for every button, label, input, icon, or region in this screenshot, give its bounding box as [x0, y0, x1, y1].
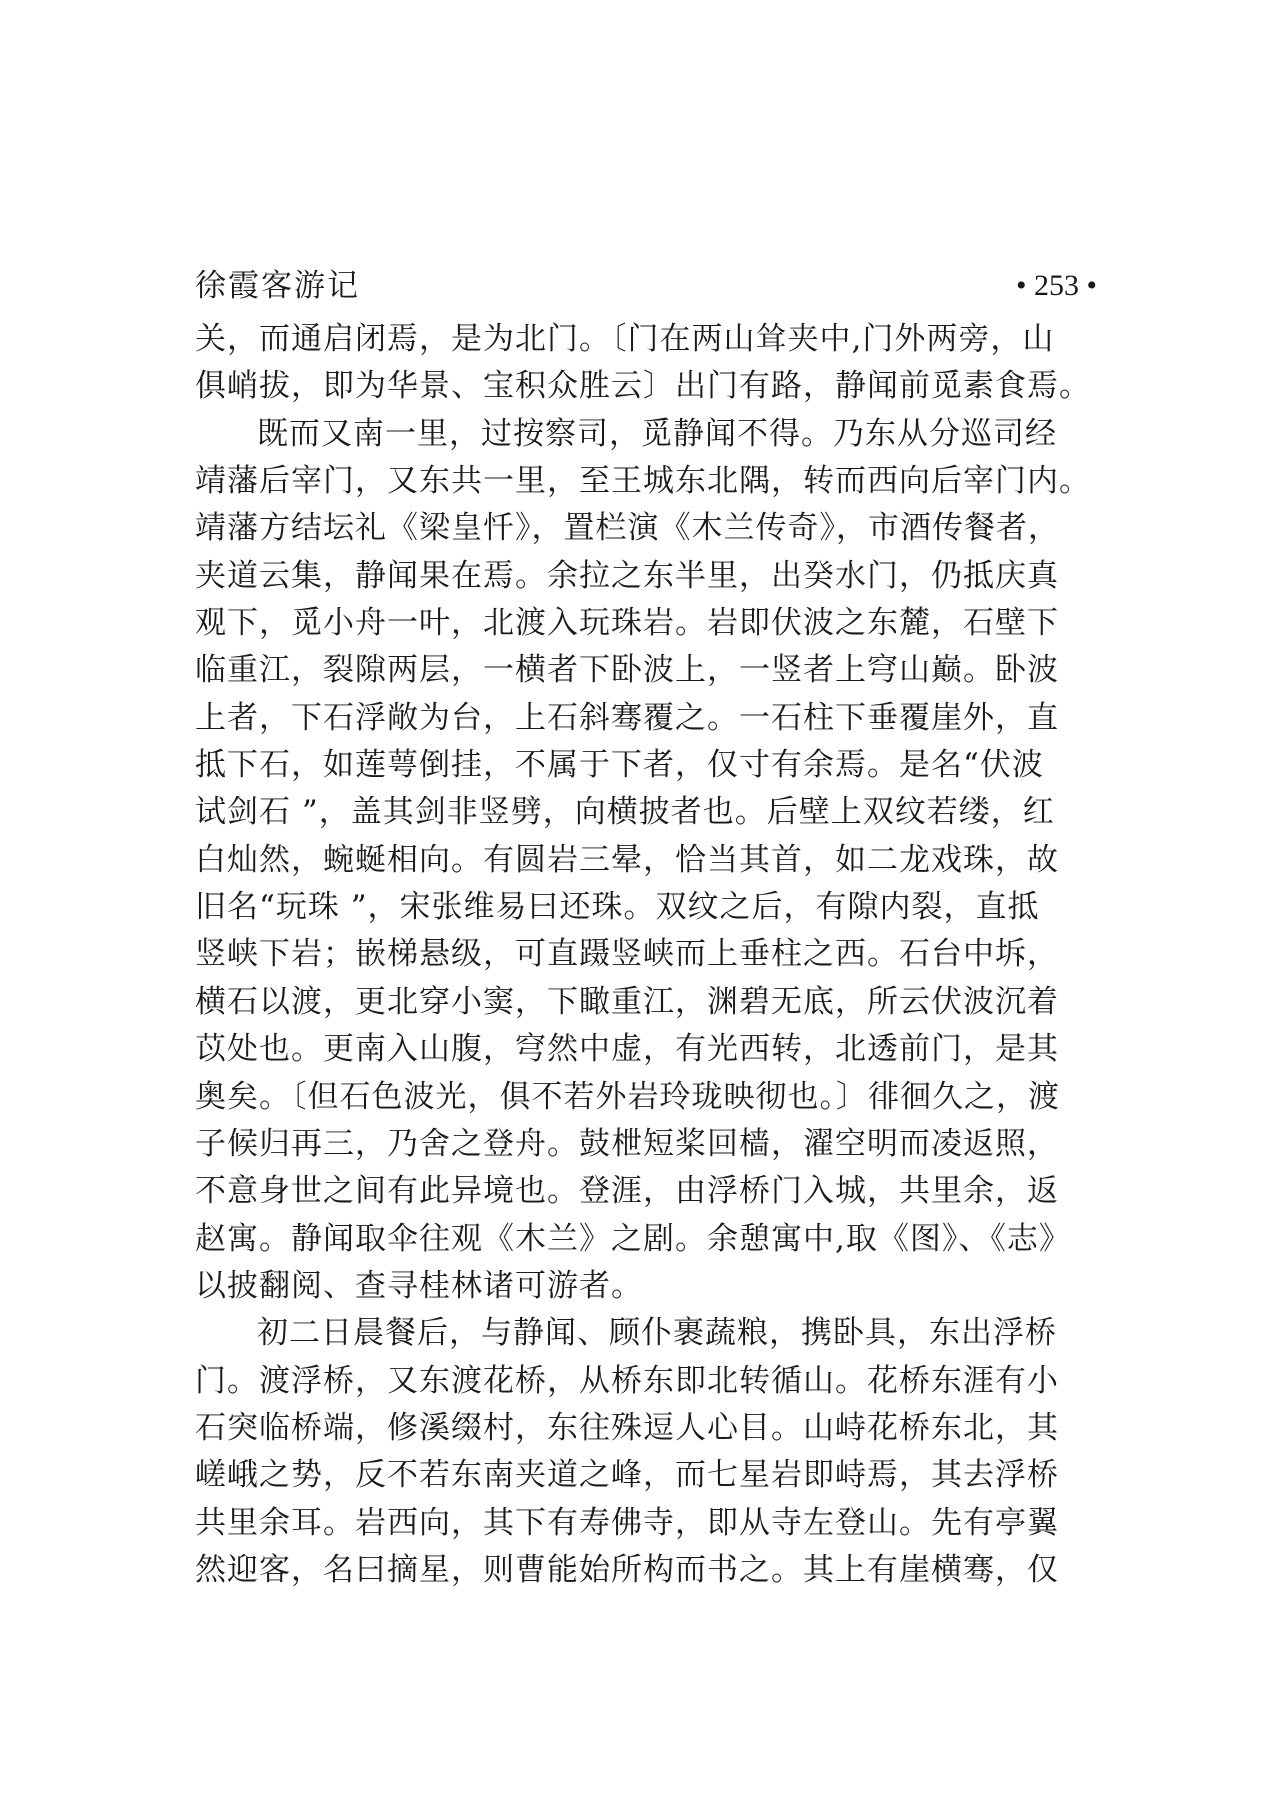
text-line: 石突临桥端，修溪缀村，东往殊逗人心目。山峙花桥东北，其	[195, 1409, 1059, 1446]
text-line: 奥矣。〔但石色波光，俱不若外岩玲珑映彻也。〕徘徊久之，渡	[195, 1078, 1060, 1115]
page-number: • 253 •	[1015, 269, 1097, 302]
text-line: 上者，下石浮敞为台，上石斜骞覆之。一石柱下垂覆崖外，直	[195, 699, 1059, 736]
text-line: 白灿然，蜿蜒相向。有圆岩三晕，恰当其首，如二龙戏珠，故	[195, 841, 1059, 878]
text-line: 抵下石，如莲萼倒挂，不属于下者，仅寸有余焉。是名“伏波	[195, 747, 1044, 784]
text-line: 关，而通启闭焉，是为北门。〔门在两山耸夹中,门外两旁，山	[195, 321, 1055, 357]
text-line: 靖藩方结坛礼《梁皇忏》，置栏演《木兰传奇》，市酒传餐者，	[195, 510, 1060, 547]
text-line: 苡处也。更南入山腹，穹然中虚，有光西转，北透前门，是其	[195, 1031, 1059, 1068]
text-line: 然迎客，名曰摘星，则曹能始所构而书之。其上有崖横骞，仅	[195, 1551, 1059, 1588]
text-line: 夹道云集，静闻果在焉。余拉之东半里，出癸水门，仍抵庆真	[195, 557, 1059, 594]
text-line: 临重江，裂隙两层，一横者下卧波上，一竖者上穹山巅。卧波	[195, 652, 1059, 689]
text-line: 门。渡浮桥，又东渡花桥，从桥东即北转循山。花桥东涯有小	[195, 1362, 1059, 1399]
text-line: 以披翻阅、查寻桂林诸可游者。	[195, 1267, 643, 1304]
text-line: 观下，觅小舟一叶，北渡入玩珠岩。岩即伏波之东麓，石壁下	[195, 605, 1059, 642]
text-line: 共里余耳。岩西向，其下有寿佛寺，即从寺左登山。先有亭翼	[195, 1504, 1059, 1541]
text-line: 子候归再三，乃舍之登舟。鼓枻短桨回樯，濯空明而凌返照，	[195, 1125, 1059, 1162]
paragraph-first-line: 初二日晨餐后，与静闻、顾仆裹蔬粮，携卧具，东出浮桥	[257, 1315, 1057, 1352]
book-title: 徐霞客游记	[195, 268, 360, 304]
text-line: 嵯峨之势，反不若东南夹道之峰，而七星岩即峙焉，其去浮桥	[195, 1457, 1059, 1494]
book-page	[195, 262, 1095, 1594]
paragraph-first-line: 既而又南一里，过按察司，觅静闻不得。乃东从分巡司经	[257, 415, 1057, 452]
text-line: 俱峭拔，即为华景、宝积众胜云〕出门有路，静闻前觅素食焉。	[195, 368, 1091, 405]
text-line: 试剑石 ”，盖其剑非竖劈，向横披者也。后壁上双纹若缕，红	[195, 794, 1055, 831]
text-line: 旧名“玩珠 ”，宋张维易曰还珠。双纹之后，有隙内裂，直抵	[195, 889, 1040, 926]
text-line: 赵寓。静闻取伞往观《木兰》之剧。余憩寓中,取《图》、《志》	[195, 1220, 1071, 1257]
text-line: 不意身世之间有此异境也。登涯，由浮桥门入城，共里余，返	[195, 1173, 1059, 1210]
text-line: 靖藩后宰门，又东共一里，至王城东北隅，转而西向后宰门内。	[195, 463, 1091, 500]
body-text	[195, 316, 1095, 1594]
text-line: 横石以渡，更北穿小窦，下瞰重江，渊碧无底，所云伏波沉着	[195, 983, 1059, 1020]
text-line: 竖峡下岩；嵌梯悬级，可直蹑竖峡而上垂柱之西。石台中坼，	[195, 936, 1059, 973]
running-header	[195, 262, 1095, 310]
